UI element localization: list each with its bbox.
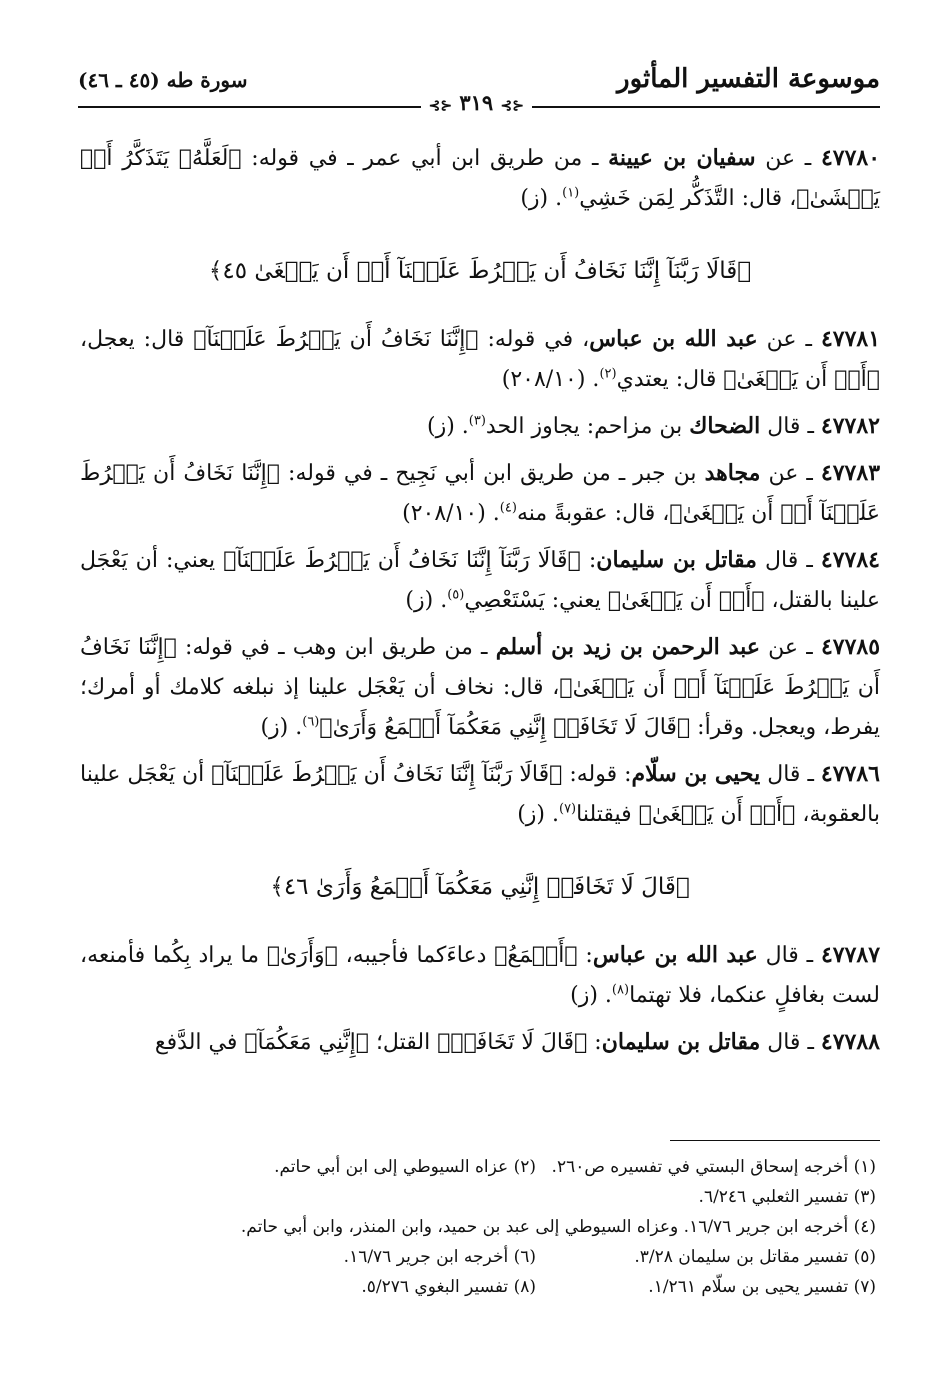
narrator-name: عبد الله بن عباس (592, 942, 758, 968)
entry-paragraph: ٤٧٧٨٦ ـ قال يحيى بن سلّام: قوله: ﴿قَالَا رَبَّنَآ إِنَّنَا نَخَافُ أَن يَفۡرُطَ عَلَيۡنَآ﴾ أن يَعْجَل علينا بالعقوبة، ﴿أَوۡ أَن يَطۡغَىٰ﴾ فيقتلنا$^{(٧)}$. (ز) (80, 761, 880, 827)
narrator-name: مجاهد (704, 460, 761, 486)
footnote: (٧) تفسير يحيى بن سلّام ١/٢٦١. (648, 1277, 876, 1297)
footnote: (٨) تفسير البغوي ٥/٢٧٦. (361, 1277, 536, 1297)
entry-paragraph: ٤٧٧٨٠ ـ عن سفيان بن عيينة ـ من طريق ابن أبي عمر ـ في قوله: ﴿لَعَلَّهُۥ يَتَذَكَّرُ أَوۡ يَخۡشَىٰ﴾، قال: التَّذَكُّر لِمَن خَشِي$^{(١)}$. (ز) (80, 145, 881, 211)
quran-quote: ﴿أَوۡ أَن يَطۡغَىٰ﴾ (723, 367, 880, 392)
footnote-ref: (٧) (558, 801, 577, 817)
quran-quote: ﴿لَعَلَّهُۥ يَتَذَكَّرُ أَوۡ يَخۡشَىٰ﴾، (80, 146, 880, 211)
quran-quote: ﴿قَالَ لَا تَخَافَآۖ إِنَّنِي مَعَكُمَآ أَسۡمَعُ وَأَرَىٰ﴾ (319, 715, 691, 740)
page-header (78, 58, 880, 118)
narrator-name: سفيان بن عيينة (608, 145, 756, 171)
quran-quote: ﴿وَأَرَىٰ﴾ (266, 943, 338, 968)
quran-quote: ﴿أَوۡ أَن يَطۡغَىٰ﴾ (607, 588, 765, 613)
page-body (80, 138, 880, 1069)
footnote-ref: (٥) (447, 587, 465, 603)
entry-paragraph: ٤٧٧٨١ ـ عن عبد الله بن عباس، في قوله: ﴿إِنَّنَا نَخَافُ أَن يَفۡرُطَ عَلَيۡنَآ﴾ قال: يعجل، ﴿أَوۡ أَن يَطۡغَىٰ﴾ قال: يعتدي$^{(٢)}$. (٢٠٨/١٠) (80, 326, 881, 392)
footnote: (١) أخرجه إسحاق البستي في تفسيره ص٢٦٠. (551, 1157, 876, 1177)
quran-quote: ﴿قَالَا رَبَّنَآ إِنَّنَا نَخَافُ أَن يَفۡرُطَ عَلَيۡنَآ﴾ (211, 762, 563, 787)
footnotes (120, 1152, 876, 1302)
narrator-name: عبد الله بن عباس (589, 326, 758, 352)
footnote-ref: (٤) (499, 500, 517, 516)
narrator-name: يحيى بن سلّام (631, 761, 761, 787)
entry-paragraph: ٤٧٧٨٢ ـ قال الضحاك بن مزاحم: يجاوز الحد$^{(٣)}$. (ز) (426, 413, 880, 439)
quran-quote: ﴿إِنَّنَا نَخَافُ أَن يَفۡرُطَ عَلَيۡنَآ﴾ (193, 327, 479, 352)
footnote-ref: (١) (562, 185, 580, 201)
footnote: (٢) عزاه السيوطي إلى ابن أبي حاتم. (274, 1157, 536, 1177)
verse-heading-45: ﴿قَالَا رَبَّنَآ إِنَّنَا نَخَافُ أَن يَفۡرُطَ عَلَيۡنَآ أَوۡ أَن يَطۡغَىٰ ٤٥﴾ (208, 258, 752, 284)
entry-paragraph: ٤٧٧٨٥ ـ عن عبد الرحمن بن زيد بن أسلم ـ من طريق ابن وهب ـ في قوله: ﴿إِنَّنَا نَخَافُ أَن يَفۡرُطَ عَلَيۡنَآ أَوۡ أَن يَطۡغَىٰ﴾، قال: نخاف أن يَعْجَل علينا إذ نبلغه كلامك أو أمرك؛ يفرط، ويعجل. وقرأ: ﴿قَالَ لَا تَخَافَآۖ إِنَّنِي مَعَكُمَآ أَسۡمَعُ وَأَرَىٰ﴾$^{(٦)}$. (ز) (80, 634, 881, 740)
footnote: (٦) أخرجه ابن جرير ١٦/٧٦. (343, 1247, 536, 1267)
narrator-name: مقاتل بن سليمان (601, 1029, 761, 1055)
ornament-icon: ⊰⊱ (428, 98, 453, 114)
footnote-row (120, 1272, 876, 1302)
footnote: (٣) تفسير الثعلبي ٦/٢٤٦. (698, 1187, 876, 1207)
ornament-icon: ⊰⊱ (500, 98, 524, 114)
footnote-ref: (٦) (302, 714, 320, 730)
footnote-ref: (٨) (611, 982, 630, 998)
footnote-row (120, 1242, 876, 1272)
footnote-rule (670, 1140, 880, 1141)
page-number-block (421, 90, 532, 115)
footnote-ref: (٣) (468, 413, 486, 429)
page-number: ٣١٩ (459, 90, 494, 115)
quran-quote: ﴿أَسۡمَعُ﴾ (494, 943, 578, 968)
footnote: (٥) تفسير مقاتل بن سليمان ٣/٢٨. (634, 1247, 876, 1267)
narrator-name: مقاتل بن سليمان (596, 547, 757, 573)
entry-paragraph: ٤٧٧٨٧ ـ قال عبد الله بن عباس: ﴿أَسۡمَعُ﴾ دعاءَكما فأجيبه، ﴿وَأَرَىٰ﴾ ما يراد بِكُما فأمنعه، لست بغافلٍ عنكما، فلا تهتما$^{(٨)}$. (ز) (80, 942, 881, 1008)
footnote-ref: (٢) (599, 366, 617, 382)
footnote-row (120, 1152, 876, 1182)
verse-heading-46: ﴿قَالَ لَا تَخَافَآۖ إِنَّنِي مَعَكُمَآ أَسۡمَعُ وَأَرَىٰ ٤٦﴾ (270, 874, 690, 900)
entry-paragraph: ٤٧٧٨٤ ـ قال مقاتل بن سليمان: ﴿قَالَا رَبَّنَآ إِنَّنَا نَخَافُ أَن يَفۡرُطَ عَلَيۡنَآ﴾ يعني: أن يَعْجَل علينا بالقتل، ﴿أَوۡ أَن يَطۡغَىٰ﴾ يعني: يَسْتَعْصِي$^{(٥)}$. (ز) (80, 547, 880, 613)
quran-quote: ﴿إِنَّنَا نَخَافُ أَن يَفۡرُطَ عَلَيۡنَآ أَوۡ أَن يَطۡغَىٰ﴾، (80, 461, 880, 526)
narrator-name: عبد الرحمن بن زيد بن أسلم (495, 634, 760, 660)
book-title: موسوعة التفسير المأثور (617, 64, 880, 94)
quran-quote: ﴿قَالَا رَبَّنَآ إِنَّنَا نَخَافُ أَن يَفۡرُطَ عَلَيۡنَآ﴾ (223, 548, 581, 573)
narrator-name: الضحاك (689, 413, 761, 439)
quran-quote: ﴿قَالَ لَا تَخَافَآۖ﴾ (437, 1030, 588, 1055)
surah-range: سورة طه (٤٥ ـ ٤٦) (78, 68, 248, 92)
entry-paragraph: ٤٧٧٨٨ ـ قال مقاتل بن سليمان: ﴿قَالَ لَا تَخَافَآۖ﴾ القتل؛ ﴿إِنَّنِي مَعَكُمَآ﴾ في الدَّفع (154, 1029, 880, 1055)
quran-quote: ﴿إِنَّنِي مَعَكُمَآ﴾ (244, 1030, 369, 1055)
quran-quote: ﴿إِنَّنَا نَخَافُ أَن يَفۡرُطَ عَلَيۡنَآ أَوۡ أَن يَطۡغَىٰ﴾، (80, 635, 880, 700)
entry-paragraph: ٤٧٧٨٣ ـ عن مجاهد بن جبر ـ من طريق ابن أبي نَجِيح ـ في قوله: ﴿إِنَّنَا نَخَافُ أَن يَفۡرُطَ عَلَيۡنَآ أَوۡ أَن يَطۡغَىٰ﴾، قال: عقوبةً منه$^{(٤)}$. (٢٠٨/١٠) (80, 460, 881, 526)
footnote: (٤) أخرجه ابن جرير ١٦/٧٦. وعزاه السيوطي إلى عبد بن حميد، وابن المنذر، وابن أبي حاتم. (240, 1217, 876, 1237)
quran-quote: ﴿أَوۡ أَن يَطۡغَىٰ﴾ (638, 802, 796, 827)
